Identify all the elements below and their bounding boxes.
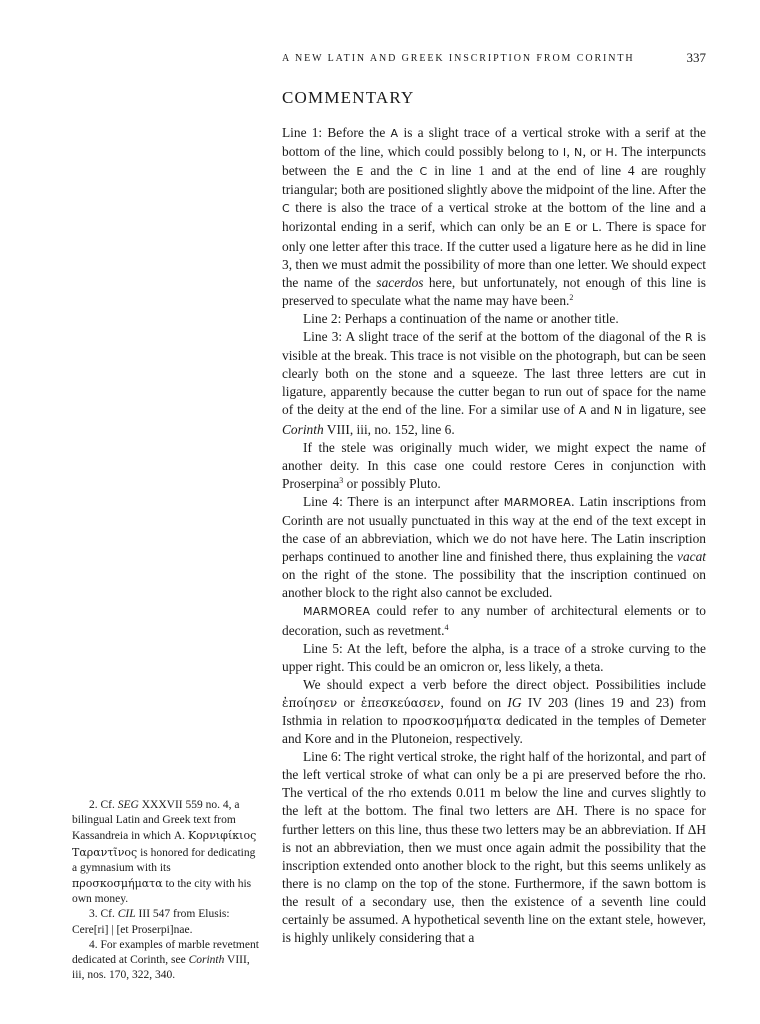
greek-text: Κορνιφίκιος Ταραντῖνος bbox=[72, 829, 257, 859]
paragraph-stele-width bbox=[282, 439, 706, 493]
paragraph-marmorea bbox=[282, 602, 706, 639]
text-run: on the right of the stone. The possibility that the inscription continued on another block to the right also cannot be excluded. bbox=[282, 567, 706, 601]
footnote-3 bbox=[72, 907, 262, 937]
paragraph-line-3 bbox=[282, 328, 706, 439]
text-run: VIII, iii, no. 152, line 6. bbox=[323, 421, 455, 437]
inscription-letters: N bbox=[613, 404, 623, 418]
text-run: to the city with his own money. bbox=[72, 878, 252, 906]
text-run: 4. For examples of marble revetment dedicated at Corinth, see bbox=[72, 938, 259, 967]
text-run: We should expect a verb before the direct object. Possibilities include bbox=[303, 676, 706, 692]
paragraph-line-2 bbox=[282, 310, 706, 328]
footnote-marker: 2 bbox=[569, 292, 574, 302]
text-run: and the bbox=[363, 163, 420, 179]
inscription-letters: C bbox=[419, 165, 428, 179]
inscription-letters: MARMOREA bbox=[503, 495, 572, 509]
text-run: here, but unfortunately, not enough of this line is preserved to speculate what the name may have been. bbox=[282, 274, 706, 308]
italic-text: SEG bbox=[117, 799, 139, 811]
inscription-letters: A bbox=[578, 404, 587, 418]
inscription-letters: E bbox=[564, 221, 572, 235]
footnote-marker: 4 bbox=[444, 622, 449, 632]
text-run: . There is space for only one letter after this trace. If the cutter used a ligature here as he did in line 3, then we must admit the possibility of more than one letter. We should expect the name of the bbox=[282, 219, 707, 290]
page-number: 337 bbox=[686, 50, 706, 65]
text-run: or possibly Pluto. bbox=[343, 475, 441, 491]
inscription-letters: L bbox=[591, 221, 599, 235]
text-run: III 547 from Elusis: Cere[ri] | [et Proserpi]nae. bbox=[72, 908, 230, 936]
greek-text: ἐπεσκεύασεν bbox=[360, 695, 441, 710]
commentary-body bbox=[282, 124, 706, 947]
footnote-2 bbox=[72, 798, 262, 907]
text-run: XXXVII 559 no. 4, a bilingual Latin and Greek text from Kassandreia in which Α. bbox=[72, 799, 240, 843]
footnote-4 bbox=[72, 938, 262, 984]
text-run: , found on bbox=[440, 694, 508, 710]
text-run: could refer to any number of architectural elements or to decoration, such as revetment. bbox=[282, 603, 706, 638]
text-run: Line 2: Perhaps a continuation of the name or another title. bbox=[303, 310, 619, 326]
text-run: Line 6: The right vertical stroke, the right half of the horizontal, and part of the left vertical stroke of what can only be a pi are preserved before the rho. The vertical of the rho extends 0.011 m below the line and curves slightly to the left at the bottom. The final two letters are ΔΗ. There is no space for further letters on this line, thus these two letters may be an abbreviation. If ΔΗ is not an abbreviation, then we must once again admit the possibility that the inscription extended onto another block to the right, but this seems unlikely as there is no clamp on the top of the stone. Furthermore, if the sawn bottom is the result of a secondary use, then the existence of a seventh line could certainly be assumed. A hypothetical seventh line on the extant stele, however, is highly unlikely considering that a bbox=[282, 749, 706, 946]
footnotes bbox=[72, 798, 262, 983]
text-run: is a slight trace of a vertical stroke with a serif at the bottom of the line, which could possibly belong to bbox=[282, 125, 707, 160]
text-run: and bbox=[586, 402, 614, 418]
text-run: Line 1: Before the bbox=[282, 125, 391, 140]
paragraph-verb bbox=[282, 676, 706, 748]
text-run: IV 203 (lines 19 and 23) from Isthmia in relation to bbox=[282, 694, 706, 728]
paragraph-line-5 bbox=[282, 640, 706, 676]
section-heading: COMMENTARY bbox=[282, 88, 415, 107]
text-run: in ligature, see bbox=[622, 402, 706, 418]
inscription-letters: I bbox=[562, 146, 567, 160]
italic-text: sacerdos bbox=[376, 274, 424, 290]
greek-text: ἐποίησεν bbox=[282, 695, 338, 710]
italic-text: Corinth bbox=[282, 421, 324, 437]
italic-text: CIL bbox=[117, 908, 136, 921]
text-run: Line 4: There is an interpunct after bbox=[303, 493, 504, 509]
text-run: there is also the trace of a vertical stroke at the bottom of the line and a horizontal ending in a serif, which can only be an bbox=[282, 200, 706, 235]
text-run: . The interpuncts between the bbox=[282, 144, 706, 179]
italic-text: Corinth bbox=[188, 954, 225, 967]
italic-text: IG bbox=[507, 694, 522, 710]
paragraph-line-6 bbox=[282, 748, 706, 947]
inscription-letters: MARMOREA bbox=[303, 605, 371, 619]
text-run: VIII, iii, nos. 170, 322, 340. bbox=[72, 954, 250, 982]
greek-text: προσκοσμήματα bbox=[72, 877, 163, 891]
text-run: or bbox=[571, 219, 592, 235]
italic-text: vacat bbox=[677, 549, 706, 565]
running-title: A NEW LATIN AND GREEK INSCRIPTION FROM CORINTH bbox=[282, 53, 635, 64]
paragraph-line-1 bbox=[282, 124, 706, 310]
inscription-letters: C bbox=[282, 202, 290, 216]
text-run: is visible at the break. This trace is not visible on the photograph, but can be seen clearly both on the stone and a squeeze. The last three letters are cut in ligature, apparently because the cutter began to run out of space for the name of the deity at the end of the line. For a similar use of bbox=[282, 329, 707, 418]
text-run: Line 5: At the left, before the alpha, is a trace of a stroke curving to the upper right. This could be an omicron or, less likely, a theta. bbox=[282, 640, 706, 674]
inscription-letters: A bbox=[390, 127, 399, 140]
paragraph-line-4 bbox=[282, 493, 706, 603]
text-run: , bbox=[566, 144, 575, 160]
text-run: 2. Cf. bbox=[89, 799, 118, 811]
text-run: If the stele was originally much wider, we might expect the name of another deity. In this case one could restore Ceres in conjunction with Proserpina bbox=[282, 439, 706, 491]
text-run: 3. Cf. bbox=[89, 908, 118, 921]
inscription-letters: H bbox=[605, 146, 615, 160]
text-run: Line 3: A slight trace of the serif at the bottom of the diagonal of the bbox=[303, 329, 685, 345]
text-run: is honored for dedicating a gymnasium with its bbox=[72, 846, 256, 874]
inscription-letters: E bbox=[356, 165, 364, 179]
text-run: , or bbox=[582, 144, 606, 160]
text-run: dedicated in the temples of Demeter and Kore and in the Plutoneion, respectively. bbox=[282, 713, 706, 747]
greek-text: προσκοσμήματα bbox=[402, 714, 502, 728]
text-run: or bbox=[337, 694, 361, 710]
text-run: in line 1 and at the end of line 4 are roughly triangular; both are positioned slightly above the midpoint of the line. After the bbox=[282, 163, 706, 198]
inscription-letters: N bbox=[574, 146, 583, 160]
footnote-marker: 3 bbox=[339, 475, 344, 485]
text-run: . Latin inscriptions from Corinth are not usually punctuated in this way at the end of the text except in the case of an abbreviation, which we do not have here. The Latin inscription perhaps continued to another line and finished there, thus explaining the bbox=[282, 493, 706, 565]
inscription-letters: R bbox=[684, 331, 693, 345]
